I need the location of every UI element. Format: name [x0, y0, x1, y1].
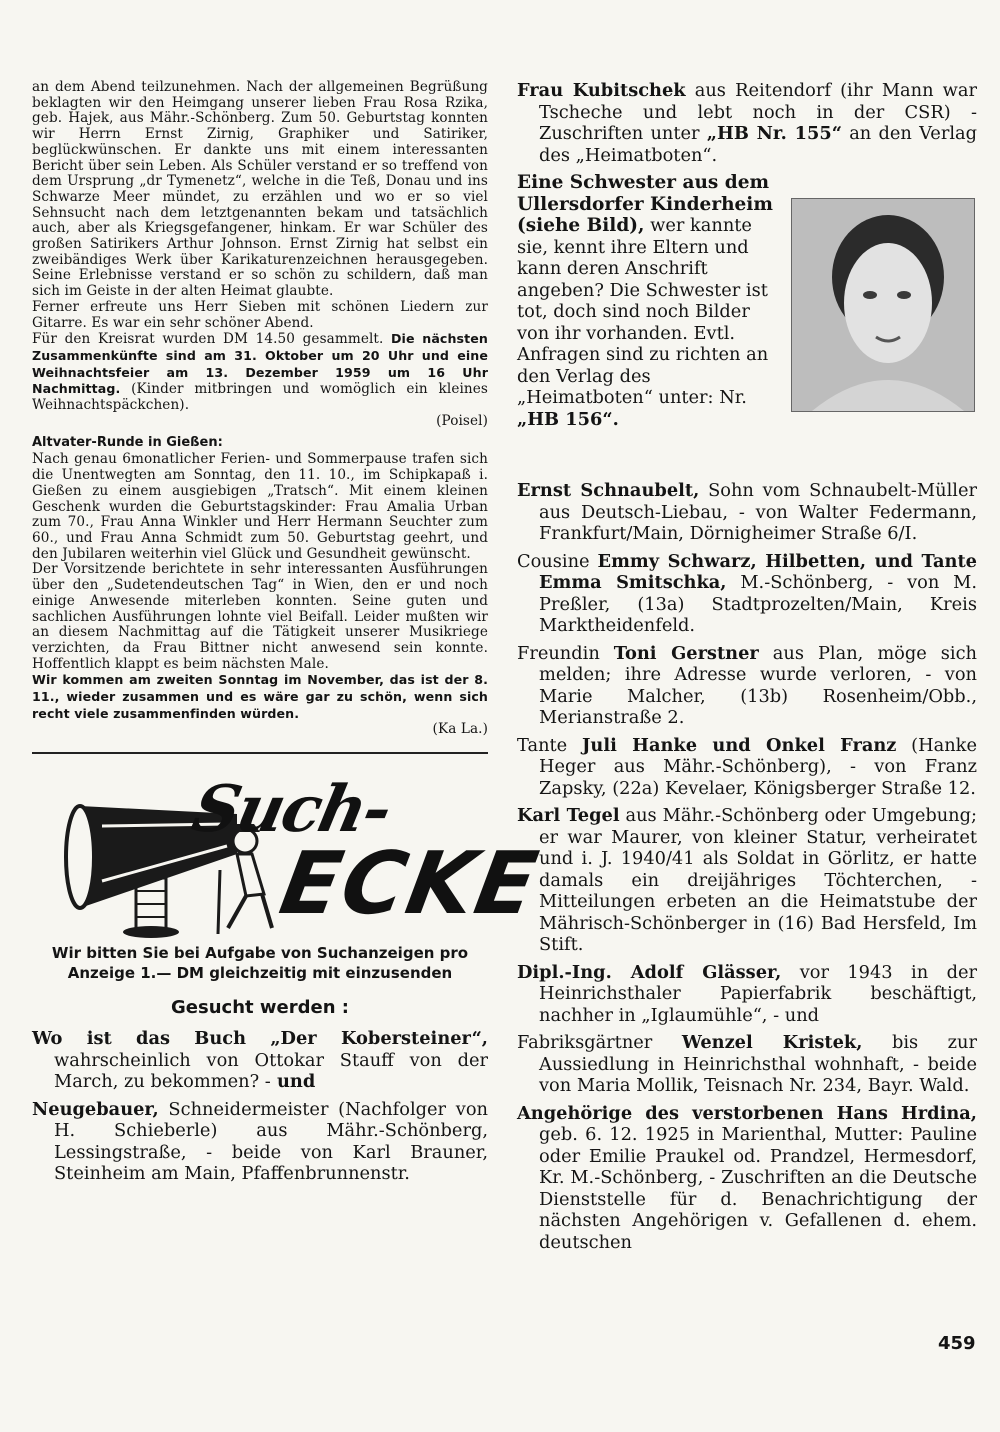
report-paragraph [32, 672, 488, 738]
sister-photo [791, 198, 975, 412]
search-entry: Ernst Schnaubelt, Sohn vom Schnaubelt-Müller aus Deutsch-Liebau, - von Walter Federmann, Frankfurt/Main, Dörnigheimer Straße 6/I. [517, 480, 977, 544]
page-number: 459 [938, 1333, 976, 1354]
search-entry: Tante Juli Hanke und Onkel Franz (Hanke Heger aus Mähr.-Schönberg), - von Franz Zapsky, (22a) Kevelaer, Königsberger Straße 12. [517, 734, 977, 799]
notice-code: „HB 156“. [517, 408, 619, 430]
divider [32, 752, 488, 754]
search-entry: Neugebauer, Schneidermeister (Nachfolger von H. Schieberle) aus Mähr.-Schönberg, Lessingstraße, - beide von Karl Brauner, Steinheim am Main, Pfaffenbrunnenstr. [32, 1098, 488, 1185]
section-heading: Gesucht werden : [171, 997, 349, 1019]
signature: (Poisel) [436, 412, 488, 429]
report-paragraph: Der Vorsitzende berichtete in sehr interessanten Ausführungen über den „Sudetendeutschen Tag“ in Wien, den er und noch einige Anwesende miterleben konnten. Seine guten und sachlichen Ausführungen lohnte viel Beifall. Leider mußten wir an diesem Nachmittag auf die Tätigkeit unserer Musikriege verzichten, da Frau Bittner nicht anwesend sein konnte. Hoffentlich klappt es beim nächsten Male. [32, 561, 488, 672]
report-paragraph [32, 331, 488, 429]
notice-text: wer kannte sie, kennt ihre Eltern und kann deren Anschrift angeben? Die Schwester ist tot, doch sind noch Bilder von ihr vorhanden. Evtl. Anfragen sind zu richten an den Verlag des „Heimatboten“ unter: Nr. [517, 215, 769, 408]
kreisrat-text: Für den Kreisrat wurden DM 14.50 gesammelt. [32, 331, 384, 348]
next-meetings: Die nächsten Zusammenkünfte sind am 31. Oktober um 20 Uhr und eine Weihnachtsfeier am 13. Dezember 1959 um 16 Uhr Nachmittag. [32, 331, 488, 397]
search-entry: Wo ist das Buch „Der Kobersteiner“, wahrscheinlich von Ottokar Stauff von der March, zu bekommen? - und [32, 1028, 488, 1093]
such-ecke-banner [32, 766, 547, 941]
search-entry: Frau Kubitschek aus Reitendorf (ihr Mann war Tscheche und lebt noch in der CSR) - Zuschriften unter „HB Nr. 155“ an den Verlag des „Heimatboten“. [517, 80, 977, 166]
report-paragraph: Nach genau 6monatlicher Ferien- und Sommerpause trafen sich die Unentwegten am Sonntag, den 11. 10., im Schipkapaß i. Gießen zu einem ausgiebigen „Tratsch“. Mit einem kleinen Geschenk wurden die Geburtstagskinder: Frau Amalia Urban zum 70., Frau Anna Winkler und Herr Hermann Seuchter zum 60., und Frau Anna Schmidt zum 50. Geburtstag geehrt, und den Jubilaren weiterhin viel Glück und Gesundheit gewünscht. [32, 451, 488, 562]
search-entry: Dipl.-Ing. Adolf Glässer, vor 1943 in der Heinrichsthaler Papierfabrik beschäftigt, nachher in „Iglaumühle“, - und [517, 961, 977, 1026]
search-entry: Angehörige des verstorbenen Hans Hrdina, geb. 6. 12. 1925 in Marienthal, Mutter: Pauline oder Emilie Praukel od. Prandzel, Hermesdorf, Kr. M.-Schönberg, - Zuschriften an die Deutsche Dienststelle für d. Benachrichtigung der nächsten Angehörigen v. Gefallenen d. ehem. deutschen [517, 1102, 977, 1253]
search-list-left [32, 1028, 488, 1185]
search-entry: Karl Tegel aus Mähr.-Schönberg oder Umgebung; er war Maurer, von kleiner Statur, verheiratet und i. J. 1940/41 als Soldat in Görlitz, er hatte damals ein dreijähriges Töchterchen, - Mitteilungen erbeten an die Heimatstube der Mährisch-Schönberger in (16) Bad Hersfeld, Im Stift. [517, 805, 978, 955]
banner-such-text: Such- [186, 772, 397, 848]
notice-heading: Eine Schwester aus dem Ullersdorfer Kinderheim (siehe Bild), [517, 172, 773, 236]
right-column [517, 80, 977, 1259]
kreisrat-tail: (Kinder mitbringen und womöglich ein kleines Weihnachtspäckchen). [32, 381, 488, 414]
left-column [32, 79, 547, 1191]
report-paragraph: an dem Abend teilzunehmen. Nach der allgemeinen Begrüßung beklagten wir den Heimgang unserer lieben Frau Rosa Rzika, geb. Hajek, aus Mähr.-Schönberg. Zum 50. Geburtstag konnten wir Herrn Ernst Zirnig, Graphiker und Satiriker, beglückwünschen. Er dankte uns mit einem interessanten Bericht über sein Leben. Als Schüler verstand er so treffend von dem Ursprung „dr Tymenetz“, welche in die Teß, Donau und ins Schwarze Meer mündet, zu erzählen und wo er so viel Sehnsucht nach dem letztgenannten bekam und tatsächlich auch, aber als Kriegsgefangener, hinkam. Er war Schüler des großen Satirikers Arthur Johnson. Ernst Zirnig hat selbst ein zweibändiges Werk über Karikaturenzeichnen herausgegeben. Seine Erlebnisse verstand er so schön zu schildern, daß man sich im Geiste in der alten Heimat glaubte. [32, 79, 488, 300]
missing-sister-notice [517, 172, 977, 472]
next-meeting-notice: Wir kommen am zweiten Sonntag im November, das ist der 8. 11., wieder zusammen und es wäre gar zu schön, wenn sich recht viele zusammenfinden würden. [32, 672, 488, 721]
search-entry: Freundin Toni Gerstner aus Plan, möge sich melden; ihre Adresse wurde verloren, - von Marie Malcher, (13b) Rosenheim/Obb., Merianstraße 2. [517, 642, 978, 728]
signature: (Ka La.) [432, 721, 488, 738]
search-list-right-more [517, 480, 977, 1253]
fee-note: Wir bitten Sie bei Aufgabe von Suchanzeigen pro Anzeige 1.— DM gleichzeitig mit einzusenden [51, 944, 469, 983]
banner-ecke-text: ECKE [273, 834, 547, 935]
portrait-image [792, 199, 974, 411]
search-entry: Cousine Emmy Schwarz, Hilbetten, und Tante Emma Smitschka, M.-Schönberg, - von M. Preßler, (13a) Stadtprozelten/Main, Kreis Marktheidenfeld. [517, 550, 977, 636]
club-report [32, 80, 488, 738]
report-paragraph: Ferner erfreute uns Herr Sieben mit schönen Liedern zur Gitarre. Es war ein sehr schöner Abend. [32, 298, 488, 331]
search-entry: Fabriksgärtner Wenzel Kristek, bis zur Aussiedlung in Heinrichsthal wohnhaft, - beide von Maria Mollik, Teisnach Nr. 234, Bayr. Wald. [517, 1032, 977, 1096]
search-list-right [517, 80, 977, 166]
section-heading: Altvater-Runde in Gießen: [32, 435, 223, 451]
